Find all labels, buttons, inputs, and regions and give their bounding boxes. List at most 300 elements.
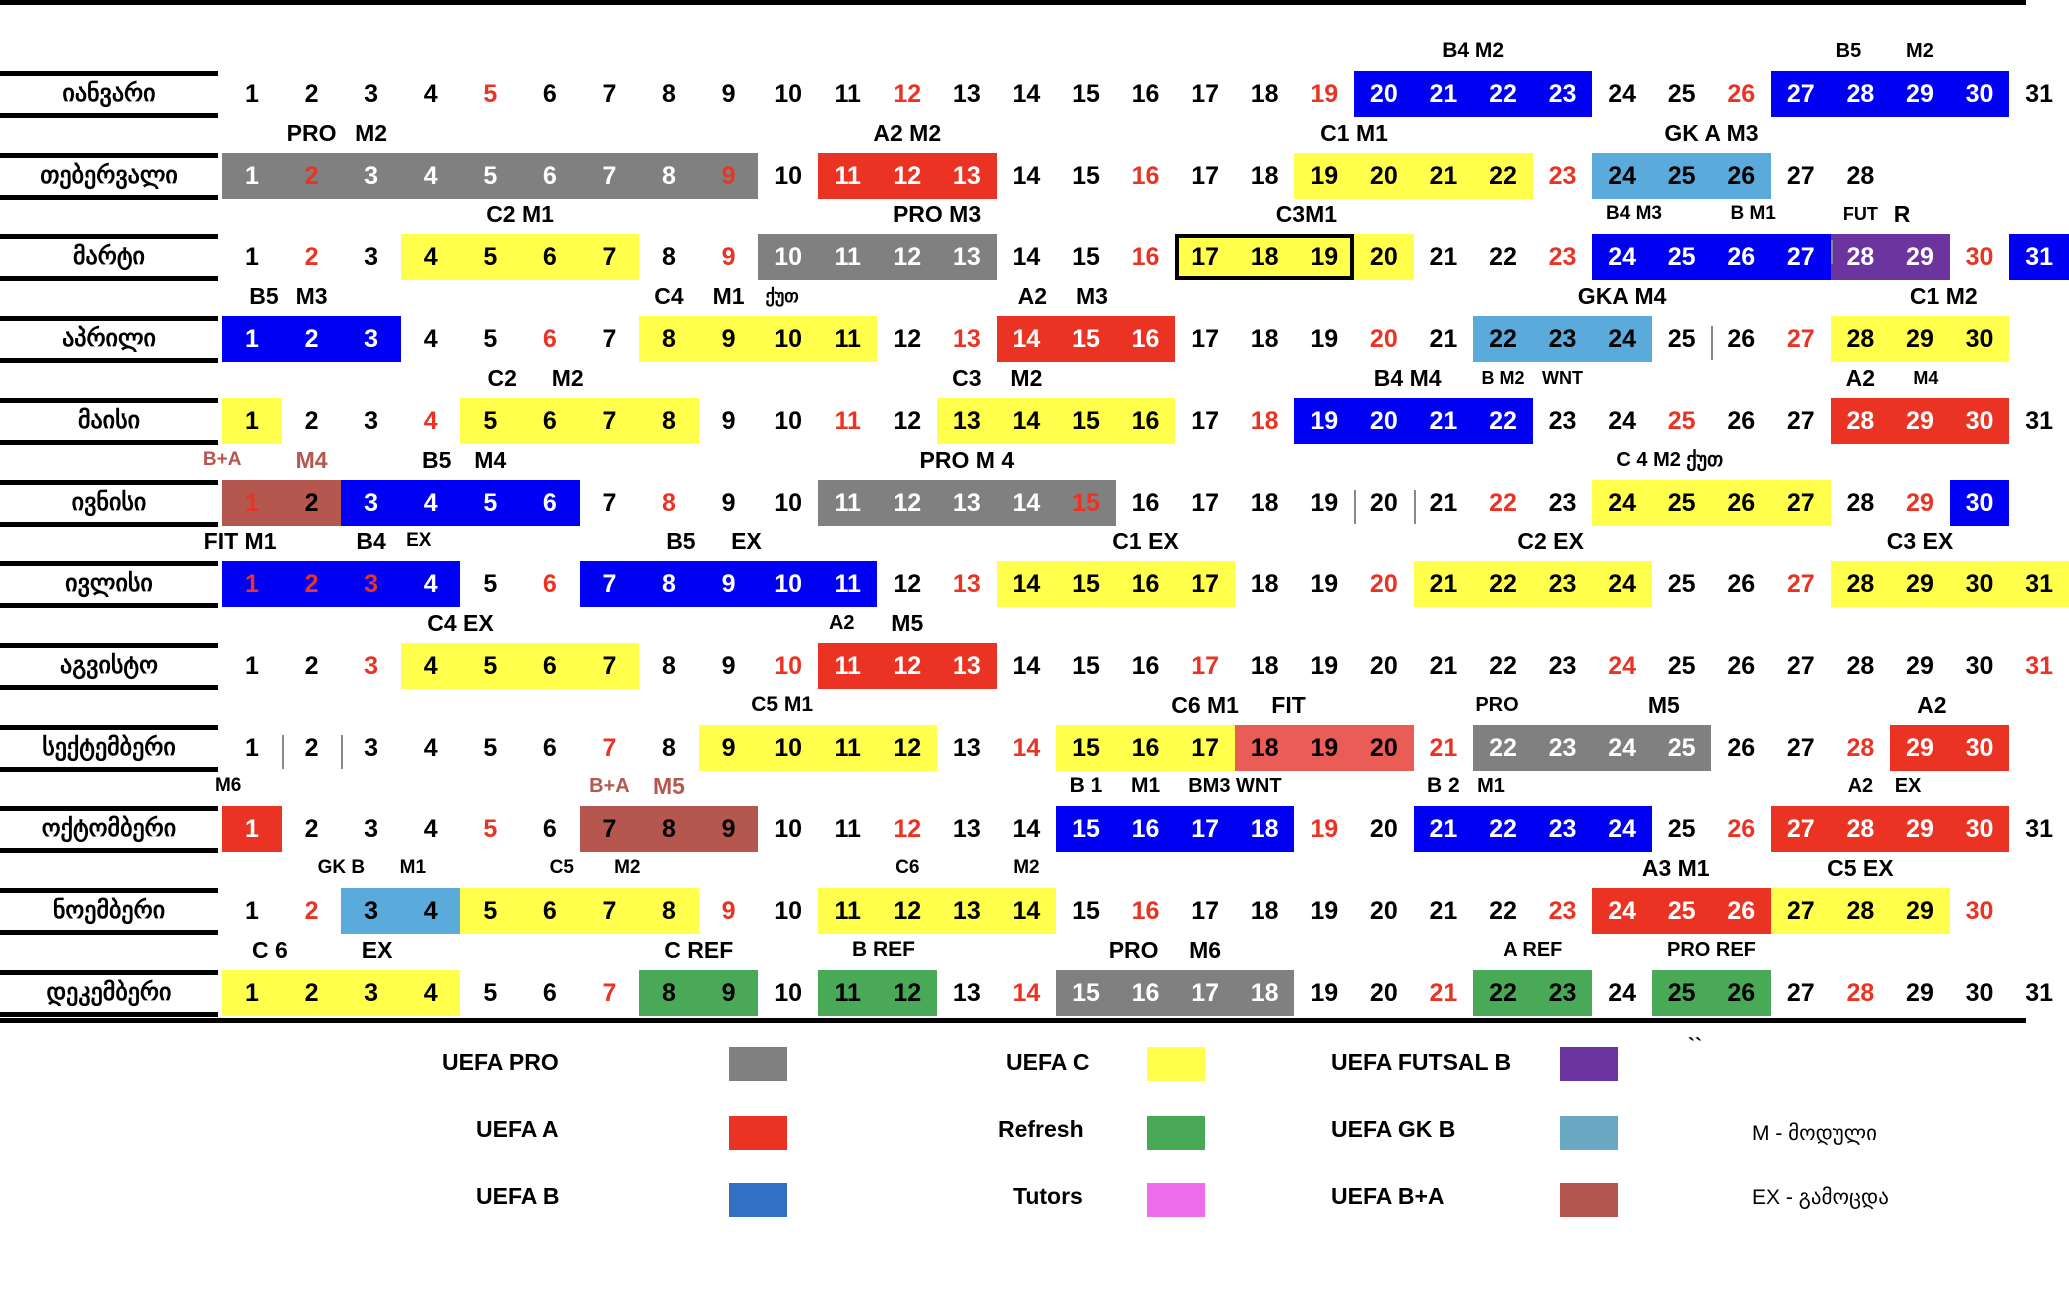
day-20: 20	[1369, 488, 1398, 517]
day-3: 3	[364, 488, 379, 517]
day-24: 24	[1608, 815, 1637, 844]
legend-label-b: UEFA B	[476, 1183, 560, 1209]
day-27: 27	[1786, 897, 1815, 925]
day-16: 16	[1131, 570, 1160, 599]
day-19: 19	[1310, 406, 1339, 435]
day-9: 9	[721, 570, 736, 599]
day-4: 4	[423, 651, 438, 680]
day-17: 17	[1191, 161, 1220, 190]
day-16: 16	[1131, 815, 1160, 844]
day-26: 26	[1727, 161, 1756, 190]
day-2: 2	[304, 815, 319, 844]
day-24: 24	[1608, 570, 1637, 599]
day-3: 3	[364, 978, 379, 1007]
day-29: 29	[1906, 978, 1934, 1007]
day-17: 17	[1191, 488, 1220, 517]
day-16: 16	[1131, 488, 1160, 517]
day-21: 21	[1429, 978, 1458, 1007]
day-18: 18	[1250, 488, 1279, 517]
course-annotation: M2	[614, 857, 641, 878]
day-20: 20	[1369, 570, 1398, 599]
day-20: 20	[1369, 80, 1398, 108]
day-7: 7	[602, 80, 617, 108]
day-18: 18	[1250, 651, 1279, 680]
course-annotation: A2	[1845, 364, 1876, 391]
day-7: 7	[602, 897, 617, 925]
day-3: 3	[364, 243, 379, 272]
day-29: 29	[1906, 815, 1934, 844]
day-14: 14	[1012, 161, 1041, 190]
day-10: 10	[774, 651, 803, 680]
day-4: 4	[423, 243, 438, 272]
day-19: 19	[1310, 243, 1339, 272]
course-annotation: M1	[1477, 775, 1505, 798]
day-1: 1	[245, 406, 259, 435]
day-5: 5	[483, 570, 498, 599]
day-2: 2	[304, 488, 319, 517]
course-annotation: FUT	[1842, 204, 1878, 225]
legend-label-tutors: Tutors	[1013, 1183, 1083, 1209]
day-13: 13	[952, 80, 981, 108]
course-annotation: A2 M2	[873, 119, 942, 146]
day-14: 14	[1012, 243, 1041, 272]
day-18: 18	[1250, 406, 1279, 435]
day-15: 15	[1072, 897, 1100, 925]
day-10: 10	[774, 897, 803, 925]
day-15: 15	[1072, 80, 1100, 108]
day-7: 7	[602, 733, 617, 762]
day-25: 25	[1667, 488, 1696, 517]
course-annotation: M6	[1189, 936, 1222, 963]
day-12: 12	[893, 325, 922, 354]
day-13: 13	[952, 978, 981, 1007]
course-annotation: R	[1893, 201, 1911, 228]
day-6: 6	[542, 243, 557, 272]
day-13: 13	[952, 406, 981, 435]
day-26: 26	[1727, 815, 1756, 844]
course-annotation: C5	[549, 857, 574, 878]
month-label: სექტემბერი	[42, 733, 176, 761]
day-6: 6	[542, 815, 557, 844]
legend-note-module: M - მოდული	[1752, 1122, 1878, 1145]
day-1: 1	[245, 978, 259, 1007]
day-5: 5	[483, 488, 498, 517]
month-label: აპრილი	[62, 325, 156, 353]
day-28: 28	[1846, 406, 1875, 435]
day-8: 8	[662, 325, 676, 354]
month-rule-bottom	[0, 195, 218, 200]
day-14: 14	[1012, 80, 1041, 108]
day-2: 2	[304, 161, 319, 190]
day-29: 29	[1906, 325, 1934, 354]
month-rule-bottom	[0, 522, 218, 527]
day-26: 26	[1727, 733, 1756, 762]
day-25: 25	[1667, 733, 1696, 762]
day-26: 26	[1727, 488, 1756, 517]
day-7: 7	[602, 161, 617, 190]
day-15: 15	[1072, 488, 1100, 517]
day-23: 23	[1548, 651, 1577, 680]
course-annotation: ქუთ	[765, 286, 799, 307]
day-27: 27	[1786, 815, 1815, 844]
day-17: 17	[1191, 243, 1220, 272]
day-6: 6	[542, 161, 557, 190]
day-14: 14	[1012, 733, 1041, 762]
day-17: 17	[1191, 570, 1220, 599]
day-20: 20	[1369, 651, 1398, 680]
day-2: 2	[304, 897, 319, 925]
day-10: 10	[774, 406, 803, 435]
day-5: 5	[483, 161, 498, 190]
day-12: 12	[893, 815, 922, 844]
day-7: 7	[602, 325, 617, 354]
day-19: 19	[1310, 80, 1339, 108]
day-25: 25	[1667, 406, 1696, 435]
day-16: 16	[1131, 325, 1160, 354]
day-22: 22	[1489, 243, 1517, 272]
course-annotation: M4	[1913, 367, 1939, 388]
day-29: 29	[1906, 897, 1934, 925]
course-annotation: C1 M1	[1320, 119, 1388, 146]
day-11: 11	[834, 733, 861, 762]
day-15: 15	[1072, 978, 1100, 1007]
legend-label-bplusa: UEFA B+A	[1331, 1183, 1445, 1209]
legend-label-pro: UEFA PRO	[442, 1049, 559, 1075]
day-10: 10	[774, 161, 803, 190]
day-22: 22	[1489, 570, 1517, 599]
day-8: 8	[662, 243, 676, 272]
day-30: 30	[1965, 978, 1994, 1007]
day-23: 23	[1548, 243, 1577, 272]
day-27: 27	[1786, 570, 1815, 599]
day-23: 23	[1548, 406, 1577, 435]
day-14: 14	[1012, 488, 1041, 517]
day-2: 2	[304, 651, 319, 680]
day-11: 11	[834, 488, 861, 517]
day-10: 10	[774, 733, 803, 762]
day-26: 26	[1727, 406, 1756, 435]
day-19: 19	[1310, 325, 1339, 354]
day-4: 4	[423, 80, 438, 108]
course-annotation: PRO REF	[1667, 938, 1756, 961]
day-17: 17	[1191, 978, 1220, 1007]
legend-label-gk: UEFA GK B	[1331, 1116, 1456, 1142]
day-21: 21	[1429, 488, 1458, 517]
day-19: 19	[1310, 897, 1339, 925]
course-annotation: B4	[356, 528, 386, 555]
course-annotation: M2	[1013, 857, 1040, 878]
day-26: 26	[1727, 570, 1756, 599]
month-rule-bottom	[0, 603, 218, 608]
month-label: იანვარი	[62, 80, 156, 107]
course-annotation: B4 M2	[1442, 39, 1505, 62]
day-13: 13	[952, 733, 981, 762]
month-label: თებერვალი	[40, 161, 178, 189]
day-22: 22	[1489, 651, 1517, 680]
day-30: 30	[1965, 815, 1994, 844]
course-annotation: B4 M4	[1373, 364, 1442, 391]
day-16: 16	[1131, 161, 1160, 190]
day-24: 24	[1608, 243, 1637, 272]
legend-swatch-c	[1147, 1047, 1205, 1081]
course-annotation: C5 M1	[751, 692, 814, 716]
day-9: 9	[721, 815, 736, 844]
day-18: 18	[1250, 161, 1279, 190]
day-29: 29	[1906, 733, 1934, 762]
course-annotation: M5	[653, 773, 685, 800]
day-21: 21	[1429, 570, 1458, 599]
day-9: 9	[721, 406, 736, 435]
day-25: 25	[1667, 897, 1696, 925]
day-11: 11	[834, 325, 861, 354]
day-20: 20	[1369, 897, 1398, 925]
day-23: 23	[1548, 897, 1577, 925]
day-22: 22	[1489, 325, 1517, 354]
day-6: 6	[542, 733, 557, 762]
course-annotation: EX	[361, 936, 393, 963]
day-24: 24	[1608, 978, 1637, 1007]
day-17: 17	[1191, 325, 1220, 354]
day-23: 23	[1548, 978, 1577, 1007]
day-18: 18	[1250, 733, 1279, 762]
day-20: 20	[1369, 978, 1398, 1007]
day-2: 2	[304, 325, 319, 354]
day-28: 28	[1846, 243, 1875, 272]
day-9: 9	[721, 897, 736, 925]
day-9: 9	[721, 733, 736, 762]
course-annotation: B4 M3	[1606, 203, 1662, 225]
course-annotation: M6	[214, 775, 242, 797]
day-28: 28	[1846, 161, 1875, 190]
day-29: 29	[1906, 80, 1934, 108]
course-annotation: WNT	[1542, 367, 1584, 388]
day-12: 12	[893, 733, 922, 762]
course-annotation: M4	[295, 446, 328, 473]
legend-swatch-tutors	[1147, 1183, 1205, 1217]
day-9: 9	[721, 243, 736, 272]
month-rule-bottom	[0, 113, 218, 118]
day-22: 22	[1489, 488, 1517, 517]
course-annotation: B+A	[202, 448, 242, 470]
course-annotation: BM3 WNT	[1188, 775, 1282, 798]
day-6: 6	[542, 325, 557, 354]
day-13: 13	[952, 325, 981, 354]
day-1: 1	[245, 815, 259, 844]
day-28: 28	[1846, 488, 1875, 517]
day-29: 29	[1906, 406, 1934, 435]
day-10: 10	[774, 325, 803, 354]
course-annotation: C3	[952, 364, 982, 391]
course-annotation: M2	[1906, 40, 1934, 62]
day-10: 10	[774, 80, 803, 108]
day-1: 1	[245, 161, 259, 190]
day-31: 31	[2025, 80, 2053, 108]
day-18: 18	[1250, 815, 1279, 844]
day-20: 20	[1369, 243, 1398, 272]
course-annotation: A REF	[1503, 938, 1563, 961]
course-annotation: C4 EX	[427, 609, 494, 636]
month-rule-bottom	[0, 848, 218, 853]
day-6: 6	[542, 488, 557, 517]
day-24: 24	[1608, 161, 1637, 190]
day-1: 1	[245, 570, 259, 599]
day-20: 20	[1369, 161, 1398, 190]
month-label: ნოემბერი	[52, 897, 166, 924]
legend-label-futsal: UEFA FUTSAL B	[1331, 1049, 1512, 1075]
day-24: 24	[1608, 406, 1637, 435]
day-16: 16	[1131, 243, 1160, 272]
course-annotation: C2	[487, 364, 517, 391]
day-22: 22	[1489, 406, 1517, 435]
day-26: 26	[1727, 325, 1756, 354]
course-annotation: C 4 M2 ქუთ	[1616, 448, 1724, 471]
course-annotation: A2	[1917, 691, 1947, 718]
day-23: 23	[1548, 161, 1577, 190]
day-12: 12	[893, 570, 922, 599]
day-25: 25	[1667, 570, 1696, 599]
day-1: 1	[245, 80, 259, 108]
day-21: 21	[1429, 651, 1458, 680]
day-27: 27	[1786, 406, 1815, 435]
day-4: 4	[423, 897, 438, 925]
day-30: 30	[1965, 406, 1994, 435]
day-31: 31	[2025, 570, 2053, 599]
day-17: 17	[1191, 733, 1220, 762]
course-annotation: A3 M1	[1641, 855, 1710, 881]
course-annotation: M2	[551, 364, 584, 391]
month-label: მარტი	[73, 243, 145, 271]
day-10: 10	[774, 243, 803, 272]
day-21: 21	[1429, 733, 1458, 762]
course-annotation: B5	[1835, 40, 1862, 62]
month-rule-bottom	[0, 276, 218, 281]
day-9: 9	[721, 161, 736, 190]
day-27: 27	[1786, 978, 1815, 1007]
day-7: 7	[602, 406, 617, 435]
day-1: 1	[245, 243, 259, 272]
day-5: 5	[483, 406, 498, 435]
day-12: 12	[893, 406, 922, 435]
day-8: 8	[662, 80, 676, 108]
day-25: 25	[1667, 815, 1696, 844]
course-annotation: GKA M4	[1577, 283, 1667, 310]
course-annotation: M5	[1647, 691, 1680, 718]
day-11: 11	[834, 161, 861, 190]
day-7: 7	[602, 651, 617, 680]
day-30: 30	[1965, 897, 1994, 925]
day-31: 31	[2025, 978, 2053, 1007]
day-17: 17	[1191, 651, 1220, 680]
day-23: 23	[1548, 815, 1577, 844]
day-28: 28	[1846, 651, 1875, 680]
day-20: 20	[1369, 406, 1398, 435]
day-8: 8	[662, 161, 676, 190]
course-annotation: M1	[399, 857, 427, 878]
day-31: 31	[2025, 243, 2053, 272]
day-18: 18	[1250, 897, 1279, 925]
legend-swatch-b	[729, 1183, 787, 1217]
day-6: 6	[542, 80, 557, 108]
day-11: 11	[834, 651, 861, 680]
course-annotation: B5	[249, 283, 279, 310]
day-12: 12	[893, 488, 922, 517]
course-annotation: B REF	[851, 937, 915, 961]
day-24: 24	[1608, 897, 1637, 925]
day-28: 28	[1846, 815, 1875, 844]
month-label: მაისი	[77, 406, 141, 434]
day-1: 1	[245, 488, 259, 517]
day-17: 17	[1191, 815, 1220, 844]
day-16: 16	[1131, 651, 1160, 680]
day-6: 6	[542, 978, 557, 1007]
course-annotation: B M1	[1730, 203, 1776, 225]
day-17: 17	[1191, 897, 1220, 925]
day-8: 8	[662, 488, 676, 517]
day-25: 25	[1667, 161, 1696, 190]
day-13: 13	[952, 570, 981, 599]
day-9: 9	[721, 978, 736, 1007]
course-annotation: B 1	[1069, 774, 1103, 798]
day-12: 12	[893, 978, 922, 1007]
course-annotation: M1	[712, 283, 745, 310]
day-4: 4	[423, 978, 438, 1007]
month-rule-bottom	[0, 358, 218, 363]
course-annotation: A2	[828, 611, 855, 634]
course-annotation: GK B	[317, 857, 366, 878]
day-3: 3	[364, 733, 379, 762]
day-6: 6	[542, 651, 557, 680]
day-10: 10	[774, 815, 803, 844]
day-19: 19	[1310, 978, 1339, 1007]
day-18: 18	[1250, 243, 1279, 272]
course-annotation: C6	[895, 857, 920, 878]
day-13: 13	[952, 651, 981, 680]
day-3: 3	[364, 325, 379, 354]
day-15: 15	[1072, 406, 1100, 435]
day-22: 22	[1489, 161, 1517, 190]
day-8: 8	[662, 406, 676, 435]
day-28: 28	[1846, 978, 1875, 1007]
course-annotation: B+A	[589, 775, 630, 798]
course-annotation: M5	[891, 609, 924, 636]
course-annotation: M3	[295, 283, 328, 310]
day-8: 8	[662, 978, 676, 1007]
day-29: 29	[1906, 488, 1934, 517]
course-annotation: M2	[1010, 364, 1043, 391]
day-2: 2	[304, 406, 319, 435]
day-24: 24	[1608, 488, 1637, 517]
month-rule-bottom	[0, 930, 218, 935]
month-rule-bottom	[0, 767, 218, 772]
day-8: 8	[662, 651, 676, 680]
day-4: 4	[423, 488, 438, 517]
day-14: 14	[1012, 406, 1041, 435]
day-25: 25	[1667, 325, 1696, 354]
course-annotation: FIT	[1271, 691, 1306, 718]
day-24: 24	[1608, 80, 1637, 108]
day-3: 3	[364, 897, 379, 925]
course-annotation: C2 M1	[486, 201, 554, 228]
day-21: 21	[1429, 80, 1458, 108]
day-28: 28	[1846, 80, 1875, 108]
course-annotation: EX	[731, 528, 762, 555]
day-23: 23	[1548, 733, 1577, 762]
day-31: 31	[2025, 651, 2053, 680]
day-24: 24	[1608, 651, 1637, 680]
day-1: 1	[245, 651, 259, 680]
day-6: 6	[542, 897, 557, 925]
day-12: 12	[893, 243, 922, 272]
